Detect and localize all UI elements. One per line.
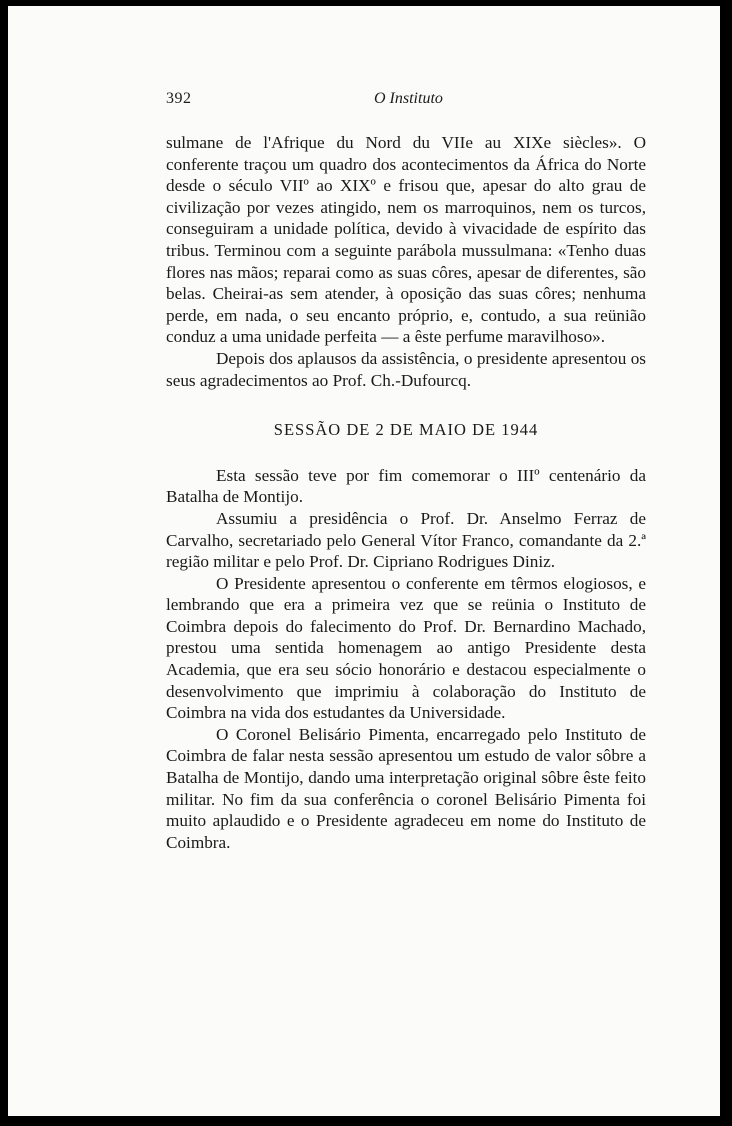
- page-header: [166, 90, 646, 114]
- running-title: O Instituto: [374, 90, 443, 107]
- paragraph: O Presidente apresentou o conferente em têrmos elogiosos, e lembrando que era a primeira vez que se reünia o Instituto de Coimbra depois do falecimento do Prof. Dr. Bernardino Machado, prestou uma sentida homenagem ao antigo Presidente desta Academia, que era seu sócio honorário e destacou especialmente o desenvolvimento que imprimiu à colaboração do Instituto de Coimbra na vida dos estudantes da Universidade.: [166, 573, 646, 723]
- section-heading: SESSÃO DE 2 DE MAIO DE 1944: [273, 420, 539, 440]
- paragraph: O Coronel Belisário Pimenta, encarregado pelo Instituto de Coimbra de falar nesta sessão apresentou um estudo de valor sôbre a Batalha de Montijo, dando uma interpretação original sôbre êste feito militar. No fim da sua conferência o coronel Belisário Pimenta foi muito aplaudido e o Presidente agradeceu em nome do Instituto de Coimbra.: [166, 724, 646, 852]
- paragraph: sulmane de l'Afrique du Nord du VIIe au XIXe siècles». O conferente traçou um quadro dos acontecimentos da África do Norte desde o século VIIº ao XIXº e frisou que, apesar do alto grau de civilização por vezes atingido, nem os marroquinos, nem os turcos, conseguiram a unidade política, devido à vivacidade de espírito das tribus. Terminou com a seguinte parábola mussulmana: «Tenho duas flores nas mãos; reparai como as suas côres, apesar de diferentes, são belas. Cheirai-as sem atender, à oposição das suas côres; nenhuma perde, em nada, o seu encanto próprio, e, contudo, a sua reünião conduz a uma unidade perfeita — a êste perfume maravilhoso».: [166, 133, 646, 347]
- paragraph: Depois dos aplausos da assistência, o presidente apresentou os seus agradecimentos ao Prof. Ch.-Dufourcq.: [166, 348, 646, 390]
- body-text: [166, 132, 646, 853]
- page-number: 392: [166, 90, 192, 107]
- scanned-page: [8, 6, 720, 1116]
- paragraph: Esta sessão teve por fim comemorar o IIIº centenário da Batalha de Montijo.: [166, 465, 646, 507]
- paragraph: Assumiu a presidência o Prof. Dr. Anselmo Ferraz de Carvalho, secretariado pelo General Vítor Franco, comandante da 2.ª região militar e pelo Prof. Dr. Cipriano Rodrigues Diniz.: [166, 508, 646, 572]
